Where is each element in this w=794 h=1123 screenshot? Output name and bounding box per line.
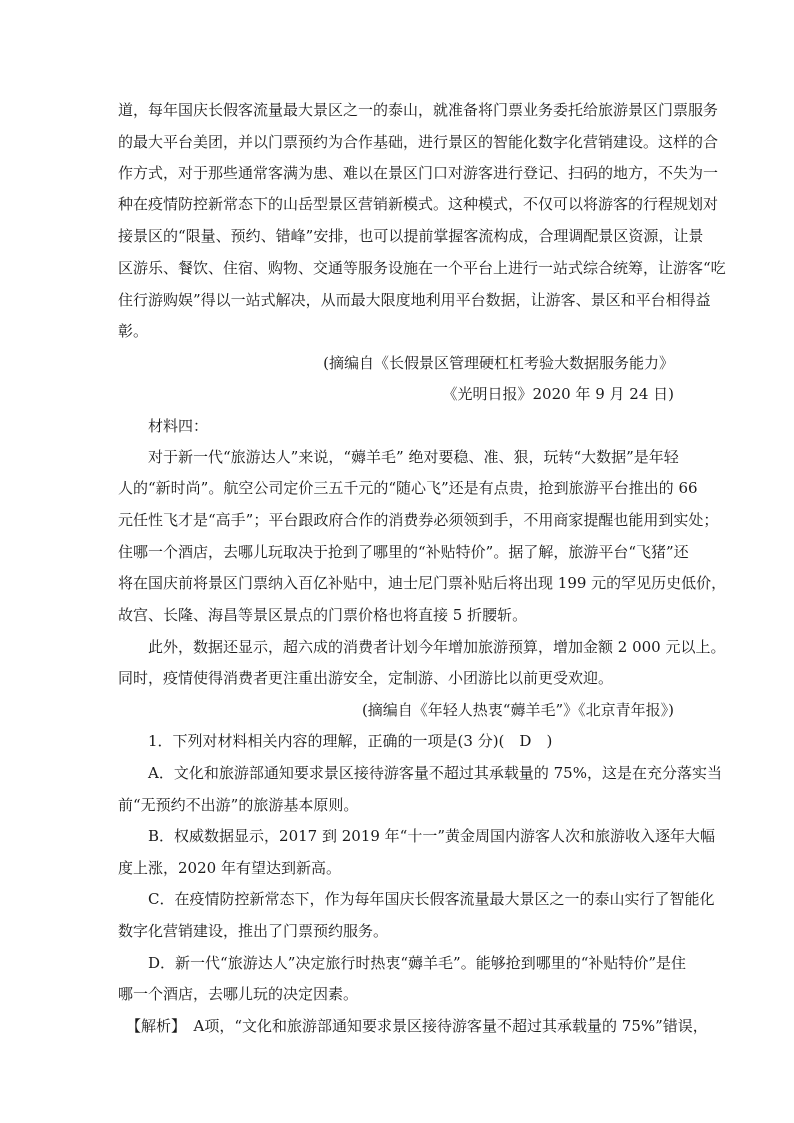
material4-heading: 材料四： [148, 417, 209, 435]
material4-line: 住哪一个酒店，去哪儿玩取决于抢到了哪里的“补贴特价”。据了解，旅游平台“飞猪”还 [118, 543, 689, 561]
option-a-line: 前“无预约不出游”的旅游基本原则。 [118, 796, 359, 814]
material3-line: 作方式，对于那些通常客满为患、难以在景区门口对游客进行登记、扫码的地方，不失为一 [118, 164, 719, 182]
question-stem: 1．下列对材料相关内容的理解，正确的一项是(3 分)( D ) [148, 732, 553, 750]
option-b-line: 度上涨，2020 年有望达到新高。 [118, 859, 341, 877]
option-c-line: 数字化营销建设，推出了门票预约服务。 [118, 922, 389, 940]
option-a-line: A．文化和旅游部通知要求景区接待游客量不超过其承载量的 75%，这是在充分落实当 [148, 764, 722, 782]
material3-line: 彰。 [118, 322, 149, 340]
material4-source: (摘编自《年轻人热衷“薅羊毛”》《北京青年报》) [361, 701, 674, 719]
material3-line: 种在疫情防控新常态下的山岳型景区营销新模式。这种模式，不仅可以将游客的行程规划对 [118, 195, 719, 213]
material4-line: 同时，疫情使得消费者更注重出游安全，定制游、小团游比以前更受欢迎。 [118, 669, 614, 687]
material3-line: 区游乐、餐饮、住宿、购物、交通等服务设施在一个平台上进行一站式综合统筹，让游客“吃 [118, 259, 726, 277]
material3-line: 的最大平台美团，并以门票预约为合作基础，进行景区的智能化数字化营销建设。这样的合 [118, 133, 719, 151]
material4-line: 故宫、长隆、海昌等景区景点的门票价格也将直接 5 折腰斩。 [118, 606, 528, 624]
material3-source-title: (摘编自《长假景区管理硬杠杠考验大数据服务能力》 [323, 354, 674, 372]
option-d-line: D．新一代“旅游达人”决定旅行时热衷“薅羊毛”。能够抢到哪里的“补贴特价”是住 [148, 954, 687, 972]
material3-line: 接景区的“限量、预约、错峰”安排，也可以提前掌握客流构成，合理调配景区资源，让景 [118, 227, 704, 245]
analysis-line: 【解析】 A项，“文化和旅游部通知要求景区接待游客量不超过其承载量的 75%”错误， [126, 1017, 708, 1035]
option-d-line: 哪一个酒店，去哪儿玩的决定因素。 [118, 985, 359, 1003]
material3-line: 道，每年国庆长假客流量最大景区之一的泰山，就准备将门票业务委托给旅游景区门票服务 [118, 101, 719, 119]
material3-line: 住行游购娱”得以一站式解决，从而最大限度地利用平台数据，让游客、景区和平台相得益 [118, 291, 711, 309]
material4-line: 将在国庆前将景区门票纳入百亿补贴中，迪士尼门票补贴后将出现 199 元的罕见历史低价， [118, 574, 727, 592]
material4-line: 此外，数据还显示，超六成的消费者计划今年增加旅游预算，增加金额 2 000 元以上。 [148, 638, 726, 656]
material4-line: 对于新一代“旅游达人”来说，“薅羊毛” 绝对要稳、准、狠，玩转“大数据”是年轻 [148, 448, 679, 466]
option-c-line: C．在疫情防控新常态下，作为每年国庆长假客流量最大景区之一的泰山实行了智能化 [148, 890, 715, 908]
option-b-line: B．权威数据显示，2017 到 2019 年“十一”黄金周国内游客人次和旅游收入逐年大幅 [148, 827, 716, 845]
material4-line: 元任性飞才是“高手”；平台跟政府合作的消费券必须领到手，不用商家提醒也能用到实处； [118, 511, 719, 529]
material4-line: 人的“新时尚”。航空公司定价三五千元的“随心飞”还是有点贵，抢到旅游平台推出的 66 [118, 479, 698, 497]
material3-source-date: 《光明日报》2020 年 9 月 24 日) [442, 385, 674, 403]
